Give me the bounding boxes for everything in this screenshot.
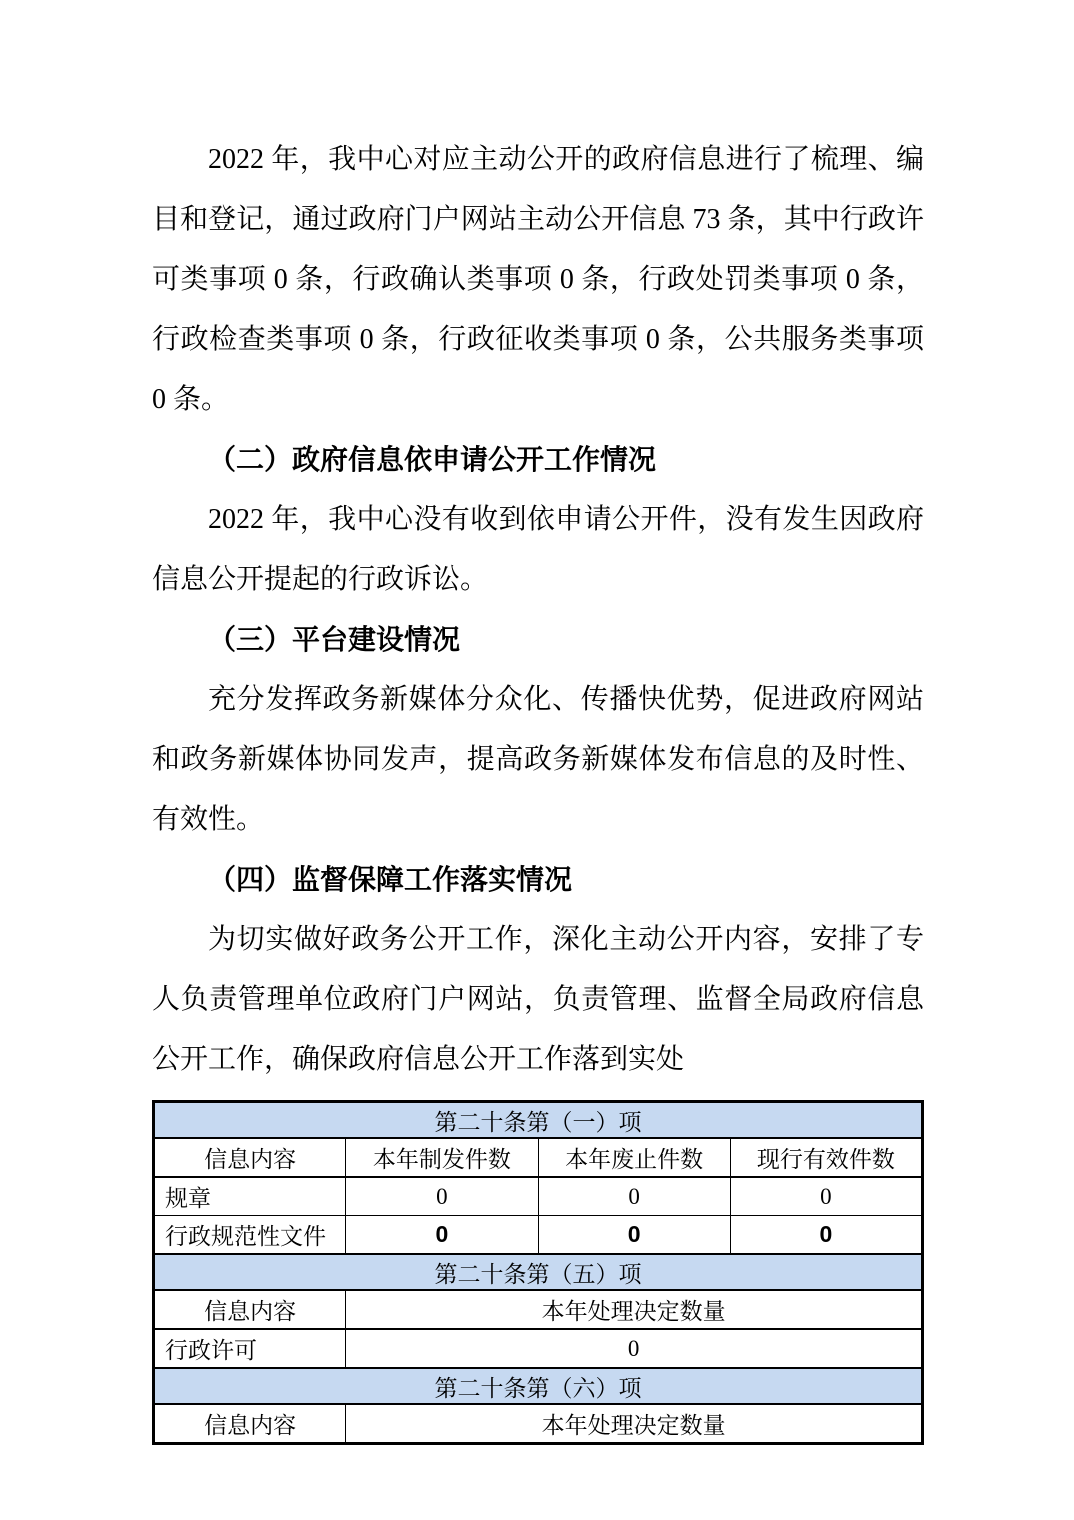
heading-section-two: （二）政府信息依申请公开工作情况 xyxy=(208,444,657,475)
heading-section-three: （三）平台建设情况 xyxy=(208,624,461,655)
column-header-repealed-count: 本年废止件数 xyxy=(538,1138,730,1177)
cell-value: 0 xyxy=(346,1177,538,1216)
column-header-decision-count: 本年处理决定数量 xyxy=(346,1404,923,1444)
paragraph-proactive-disclosure: 2022 年，我中心对应主动公开的政府信息进行了梳理、编目和登记，通过政府门户网站主动公开信息 73 条，其中行政许可类事项 0 条，行政确认类事项 0 条，行政处罚类事项 0 条，行政检查类事项 0 条，行政征收类事项 0 条，公共服务类事项 0 条。 xyxy=(152,144,924,415)
table-row-normative-documents xyxy=(154,1216,923,1255)
column-header-decision-count: 本年处理决定数量 xyxy=(346,1290,923,1329)
paragraph-supervision-guarantee: 为切实做好政务公开工作，深化主动公开内容，安排了专人负责管理单位政府门户网站，负责管理、监督全局政府信息公开工作，确保政府信息公开工作落到实处 xyxy=(152,924,924,1075)
column-header-issued-count: 本年制发件数 xyxy=(346,1138,538,1177)
heading-section-four: （四）监督保障工作落实情况 xyxy=(208,864,573,895)
table-banner-label: 第二十条第（六）项 xyxy=(154,1368,923,1404)
table-banner-item-one xyxy=(154,1102,923,1139)
table-header-row xyxy=(154,1138,923,1177)
table-banner-item-six xyxy=(154,1368,923,1404)
row-label: 行政许可 xyxy=(154,1329,346,1368)
cell-value: 0 xyxy=(346,1216,538,1255)
table-banner-item-five xyxy=(154,1254,923,1290)
cell-value: 0 xyxy=(346,1329,923,1368)
cell-value: 0 xyxy=(538,1216,730,1255)
table-row-admin-license xyxy=(154,1329,923,1368)
column-header-info-content: 信息内容 xyxy=(154,1138,346,1177)
column-header-info-content: 信息内容 xyxy=(154,1290,346,1329)
statistics-table xyxy=(152,1100,924,1445)
column-header-effective-count: 现行有效件数 xyxy=(730,1138,922,1177)
table-banner-label: 第二十条第（一）项 xyxy=(154,1102,923,1139)
table-banner-label: 第二十条第（五）项 xyxy=(154,1254,923,1290)
row-label: 规章 xyxy=(154,1177,346,1216)
cell-value: 0 xyxy=(538,1177,730,1216)
paragraph-disclosure-upon-request: 2022 年，我中心没有收到依申请公开件，没有发生因政府信息公开提起的行政诉讼。 xyxy=(152,504,924,595)
column-header-info-content: 信息内容 xyxy=(154,1404,346,1444)
cell-value: 0 xyxy=(730,1216,922,1255)
paragraph-platform-construction: 充分发挥政务新媒体分众化、传播快优势，促进政府网站和政务新媒体协同发声，提高政务新媒体发布信息的及时性、有效性。 xyxy=(152,684,924,835)
table-row-regulations xyxy=(154,1177,923,1216)
row-label: 行政规范性文件 xyxy=(154,1216,346,1255)
table-header-row xyxy=(154,1290,923,1329)
cell-value: 0 xyxy=(730,1177,922,1216)
table-header-row xyxy=(154,1404,923,1444)
